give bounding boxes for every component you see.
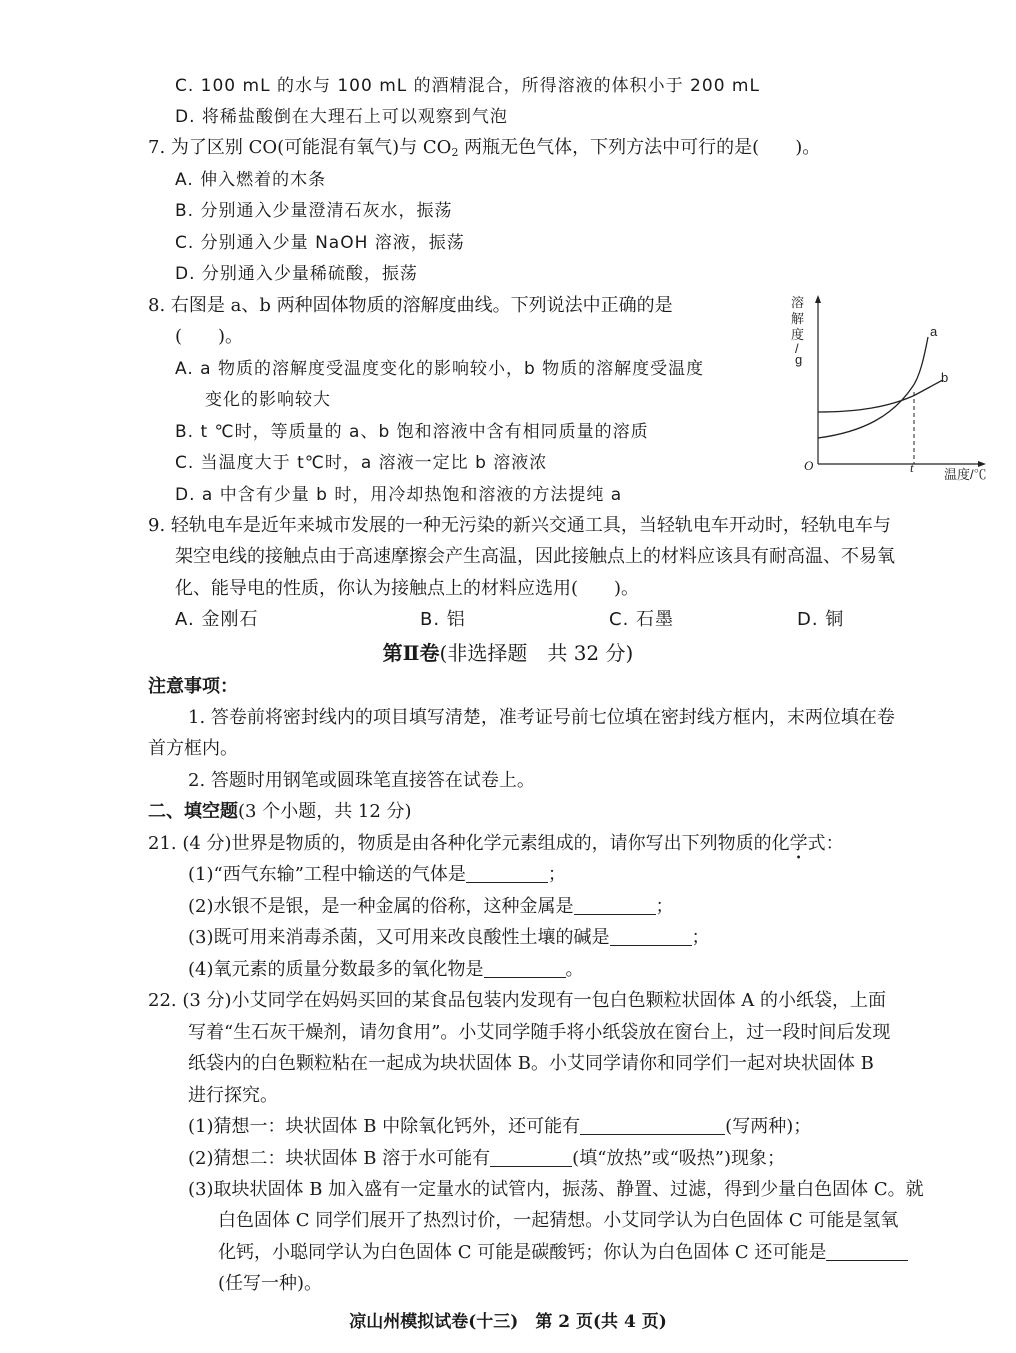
page-footer: 凉山州模拟试卷(十三) 第 2 页(共 4 页) [349,1312,667,1332]
q9-option-a: A. 金刚石 [175,609,259,630]
q8-option-a-line2: 变化的影响较大 [205,390,331,410]
part-2-heading-bold: 二、填空题 [148,801,238,822]
q21-item-4-blank[interactable] [484,959,566,978]
q21-item-3-blank[interactable] [610,927,692,946]
y-axis-arrow [815,295,821,303]
q21-item-2-text: (2)水银不是银，是一种金属的俗称，这种金属是 [188,896,574,917]
q8-stem-line2: ( )。 [175,326,244,347]
q22-sub-2 [188,1147,785,1171]
q22-sub-1 [188,1115,811,1139]
q21-stem [148,832,844,856]
section-2-title-rest: (非选择题 共 32 分) [439,641,634,665]
q22-sub-3-line2: 白色固体 C 同学们展开了热烈讨价，一起猜想。小艾同学认为白色固体 C 可能是氢氧 [218,1210,899,1231]
q6-option-d: D. 将稀盐酸倒在大理石上可以观察到气泡 [175,107,508,127]
q7-co2-subscript: 2 [451,146,459,159]
part-2-heading-rest: (3 个小题，共 12 分) [238,801,412,822]
q7-stem-pre: 7. 为了区别 CO(可能混有氧气)与 CO [148,137,452,158]
q21-emphasis: 化学式 [771,833,826,854]
section-2-title [0,640,1016,666]
q22-sub-3-line4: (任写一种)。 [218,1273,323,1294]
q22-sub-1-post: (写两种)； [725,1116,812,1137]
curve-a [818,337,928,438]
q7-option-b: B. 分别通入少量澄清石灰水，振荡 [175,201,453,221]
notice-item-1-line2: 首方框内。 [148,738,238,759]
q9-option-d: D. 铜 [797,609,845,630]
notice-item-2: 2. 答题时用钢笔或圆珠笔直接答在试卷上。 [188,770,535,791]
q22-sub-3-blank[interactable] [826,1242,908,1261]
q7-option-a: A. 伸入燃着的木条 [175,170,327,190]
q22-sub-1-pre: (1)猜想一：块状固体 B 中除氧化钙外，还可能有 [188,1116,581,1137]
q21-item-2 [188,895,674,919]
q22-sub-1-blank[interactable] [580,1116,725,1135]
q8-option-c: C. 当温度大于 t℃时，a 溶液一定比 b 溶液浓 [175,453,548,473]
q8-option-a-line1: A. a 物质的溶解度受温度变化的影响较小，b 物质的溶解度受温度 [175,359,705,379]
q22-sub-3-line3-text: 化钙，小聪同学认为白色固体 C 可能是碳酸钙；你认为白色固体 C 还可能是 [218,1242,827,1263]
q8-option-d: D. a 中含有少量 b 时，用冷却热饱和溶液的方法提纯 a [175,485,623,505]
q21-item-1-text: (1)“西气东输”工程中输送的气体是 [188,864,466,885]
q21-item-4 [188,958,584,982]
q21-item-1 [188,863,566,887]
q22-stem-line1: 22. (3 分)小艾同学在妈妈买回的某食品包装内发现有一包白色颗粒状固体 A 的小纸袋，上面 [148,990,887,1011]
origin-label: O [804,458,814,473]
q9-option-c: C. 石墨 [609,609,675,630]
ylabel-char-5: g [795,352,803,367]
q8-stem-line1: 8. 右图是 a、b 两种固体物质的溶解度曲线。下列说法中正确的是 [148,295,673,316]
q21-item-3 [188,926,710,950]
q9-option-b: B. 铝 [420,609,466,630]
q22-stem-line2: 写着“生石灰干燥剂，请勿食用”。小艾同学随手将小纸袋放在窗台上，过一段时间后发现 [188,1022,891,1043]
curve-b [818,380,943,412]
q21-item-3-semicolon: ； [691,927,710,948]
x-axis-label: 温度/℃ [944,467,987,482]
q9-stem-line2: 架空电线的接触点由于高速摩擦会产生高温，因此接触点上的材料应该具有耐高温、不易氧 [175,546,895,567]
q21-item-3-text: (3)既可用来消毒杀菌，又可用来改良酸性土壤的碱是 [188,927,610,948]
q21-item-4-period: 。 [565,959,584,980]
q22-sub-2-pre: (2)猜想二：块状固体 B 溶于水可能有 [188,1148,491,1169]
q21-item-1-blank[interactable] [466,864,548,883]
q7-option-d: D. 分别通入少量稀硫酸，振荡 [175,264,418,284]
ylabel-char-4: / [795,341,799,356]
q21-item-2-semicolon: ； [655,896,674,917]
q22-sub-2-post: (填“放热”或“吸热”)现象； [572,1148,786,1169]
q8-option-b: B. t ℃时，等质量的 a、b 饱和溶液中含有相同质量的溶质 [175,422,649,442]
ylabel-char-2: 解 [791,311,805,326]
q9-stem-line1: 9. 轻轨电车是近年来城市发展的一种无污染的新兴交通工具，当轻轨电车开动时，轻轨电车与 [148,515,891,536]
q7-stem-post: 两瓶无色气体，下列方法中可行的是( )。 [458,137,821,158]
q21-item-4-text: (4)氧元素的质量分数最多的氧化物是 [188,959,484,980]
curve-b-label: b [941,370,949,385]
q22-sub-3-line1: (3)取块状固体 B 加入盛有一定量水的试管内，振荡、静置、过滤，得到少量白色固体 C。就 [188,1179,924,1200]
part-2-heading [148,800,412,824]
notice-title: 注意事项： [148,676,238,697]
q21-item-1-semicolon: ； [547,864,566,885]
q21-stem-pre: 21. (4 分)世界是物质的，物质是由各种化学元素组成的，请你写出下列物质的 [148,833,772,854]
q22-sub-3-line3 [218,1241,908,1265]
q22-sub-2-blank[interactable] [490,1148,572,1167]
q6-option-c: C. 100 mL 的水与 100 mL 的酒精混合，所得溶液的体积小于 200 mL [175,76,760,96]
q9-stem-line3: 化、能导电的性质，你认为接触点上的材料应选用( )。 [175,578,640,599]
solubility-curve-figure [788,292,1003,492]
y-axis-label [791,295,804,367]
t-label: t [910,460,914,475]
q22-stem-line3: 纸袋内的白色颗粒粘在一起成为块状固体 B。小艾同学请你和同学们一起对块状固体 B [188,1053,874,1074]
section-2-title-bold: 第Ⅱ卷 [382,641,440,665]
q22-stem-line4: 进行探究。 [188,1085,278,1106]
q7-stem [148,136,820,160]
q21-stem-post: ： [825,833,844,854]
ylabel-char-1: 溶 [791,295,805,310]
q7-option-c: C. 分别通入少量 NaOH 溶液，振荡 [175,233,465,253]
notice-item-1-line1: 1. 答卷前将密封线内的项目填写清楚，准考证号前七位填在密封线方框内，末两位填在卷 [188,707,895,728]
q21-item-2-blank[interactable] [574,896,656,915]
ylabel-char-3: 度 [791,327,805,342]
curve-a-label: a [930,324,938,339]
